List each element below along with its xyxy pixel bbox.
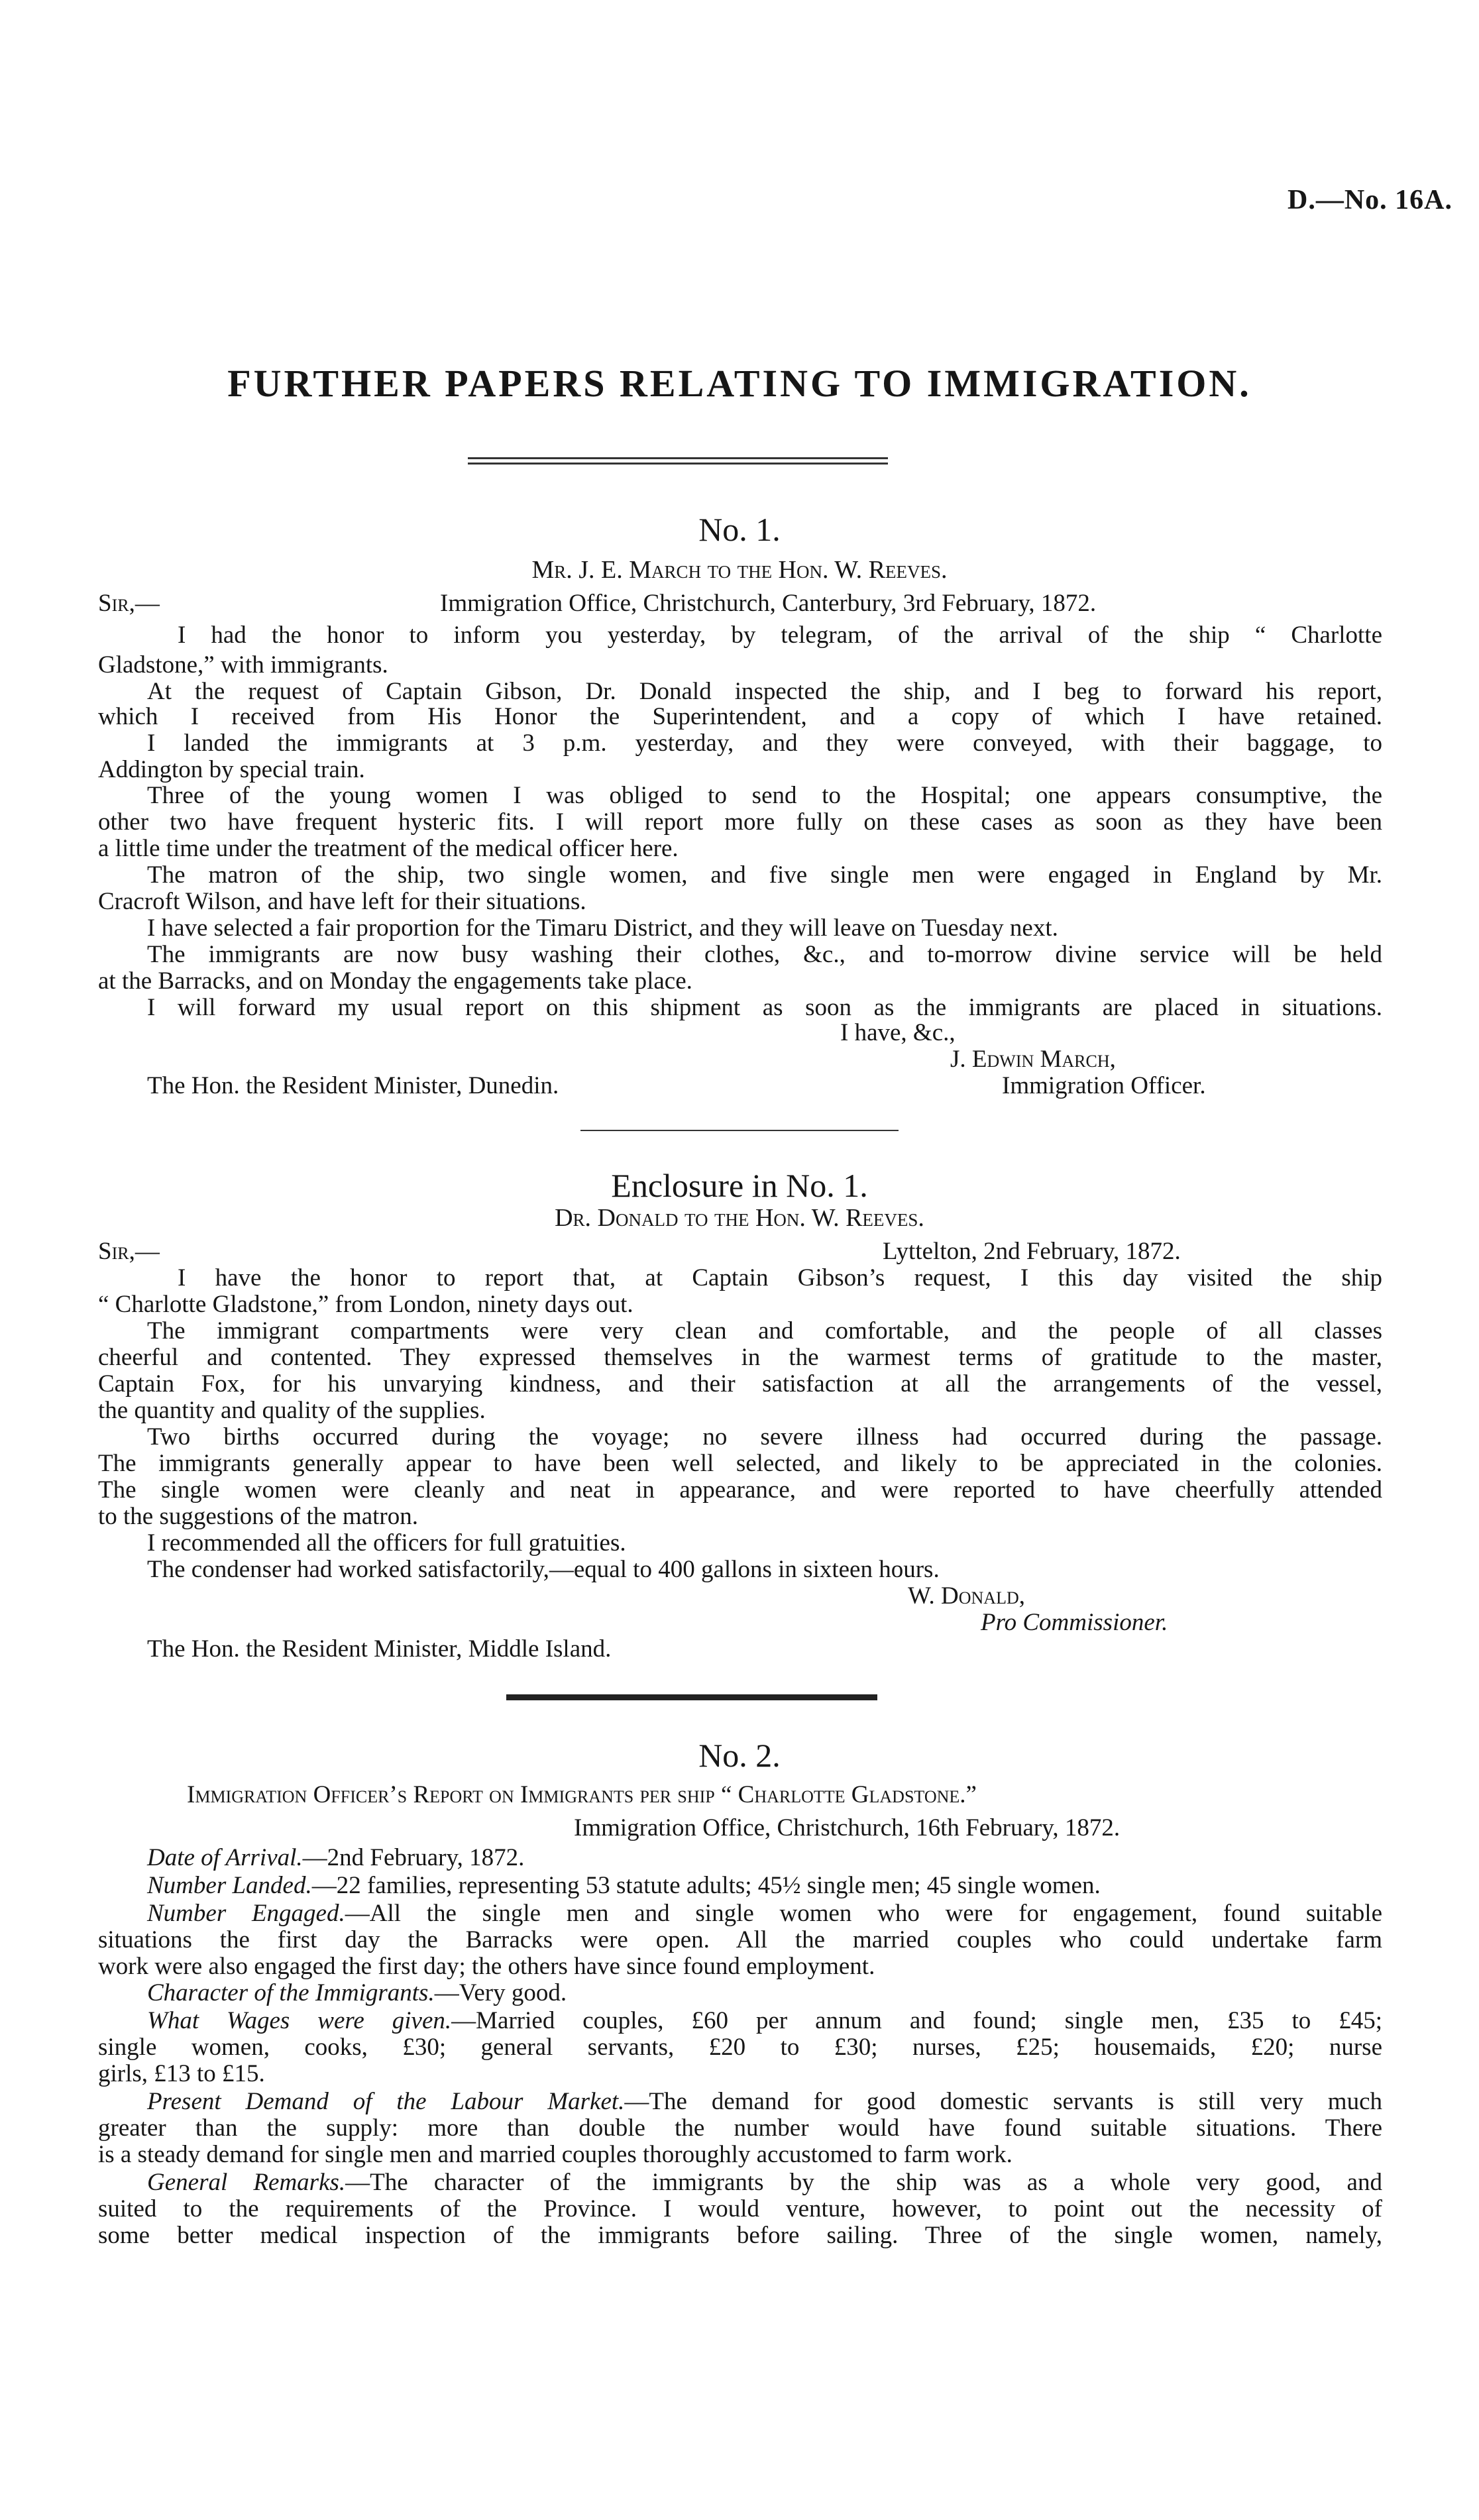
place-date: Immigration Office, Christchurch, 16th February, 1872. <box>574 1814 1121 1841</box>
body-line: situations the first day the Barracks were open. All the married couples who could undertake farm <box>98 1926 1382 1953</box>
body-line: The matron of the ship, two single women, and five single men were engaged in England by Mr. <box>147 861 1382 889</box>
letter-from-to: Dr. Donald to the Hon. W. Reeves. <box>555 1204 924 1232</box>
body-line: “ Charlotte Gladstone,” from London, ninety days out. <box>98 1291 633 1318</box>
section-divider <box>580 1130 899 1131</box>
section-heading-enclosure: Enclosure in No. 1. <box>611 1167 868 1204</box>
body-line: Cracroft Wilson, and have left for their situations. <box>98 888 586 915</box>
salutation: Sir,— <box>98 590 160 617</box>
report-item-character <box>147 1981 1382 2005</box>
body-line: is a steady demand for single men and married couples thoroughly accustomed to farm work. <box>98 2141 1013 2168</box>
body-line: Gladstone,” with immigrants. <box>98 651 388 679</box>
place-date: Lyttelton, 2nd February, 1872. <box>883 1238 1181 1265</box>
report-item-wages <box>147 2008 1382 2033</box>
report-item-landed <box>147 1873 1382 1898</box>
body-line: single women, cooks, £30; general servants, £20 to £30; nurses, £25; housemaids, £20; nurse <box>98 2034 1382 2061</box>
body-line: work were also engaged the first day; the others have since found employment. <box>98 1953 875 1980</box>
section-heading-no1: No. 1. <box>698 511 781 548</box>
title-divider-lower <box>468 463 888 465</box>
item-label: Number Landed. <box>147 1872 312 1899</box>
body-line: Three of the young women I was obliged to send to the Hospital; one appears consumptive, the <box>147 782 1382 809</box>
report-title: Immigration Officer’s Report on Immigrants per ship “ Charlotte Gladstone.” <box>187 1781 977 1808</box>
body-line: other two have frequent hysteric fits. I will report more fully on these cases as soon as they have been <box>98 808 1382 836</box>
body-line: The immigrants generally appear to have been well selected, and likely to be appreciated in the colonies. <box>98 1450 1382 1477</box>
body-line: which I received from His Honor the Superintendent, and a copy of which I have retained. <box>98 703 1382 730</box>
document-title: FURTHER PAPERS RELATING TO IMMIGRATION. <box>227 362 1252 405</box>
body-line: At the request of Captain Gibson, Dr. Donald inspected the ship, and I beg to forward his report, <box>147 678 1382 705</box>
item-label: Number Engaged. <box>147 1900 345 1927</box>
document-reference: D.—No. 16A. <box>1287 185 1452 215</box>
item-text: —The character of the immigrants by the ship was as a whole very good, and <box>345 2169 1382 2196</box>
title-divider <box>468 457 888 459</box>
item-text: —2nd February, 1872. <box>302 1844 525 1871</box>
body-line: The immigrants are now busy washing their clothes, &c., and to-morrow divine service will be held <box>147 941 1382 968</box>
body-line: I recommended all the officers for full gratuities. <box>147 1529 626 1557</box>
body-line: Two births occurred during the voyage; no severe illness had occurred during the passage. <box>147 1423 1382 1451</box>
addressee: The Hon. the Resident Minister, Middle Island. <box>147 1635 612 1663</box>
item-label: What Wages were given. <box>147 2007 452 2034</box>
body-line: The condenser had worked satisfactorily,—equal to 400 gallons in sixteen hours. <box>147 1556 940 1583</box>
body-line: Addington by special train. <box>98 756 365 783</box>
body-line: the quantity and quality of the supplies. <box>98 1397 486 1424</box>
addressee: The Hon. the Resident Minister, Dunedin. <box>147 1072 559 1099</box>
body-line: I had the honor to inform you yesterday, by telegram, of the arrival of the ship “ Charlotte <box>178 622 1382 649</box>
report-item-general <box>147 2170 1382 2195</box>
report-item-engaged <box>147 1901 1382 1926</box>
signer-title: Immigration Officer. <box>1002 1072 1206 1099</box>
item-label: Date of Arrival. <box>147 1844 303 1871</box>
body-line: I have selected a fair proportion for the Timaru District, and they will leave on Tuesday next. <box>147 914 1058 942</box>
signer-title <box>981 1610 1168 1635</box>
salutation: Sir,— <box>98 1238 160 1265</box>
body-line: I will forward my usual report on this shipment as soon as the immigrants are placed in situations. <box>147 994 1382 1021</box>
item-text: —22 families, representing 53 statute adults; 45½ single men; 45 single women. <box>311 1872 1101 1899</box>
body-line: cheerful and contented. They expressed themselves in the warmest terms of gratitude to the master, <box>98 1344 1382 1371</box>
signer-title-text: Pro Commissioner. <box>981 1609 1168 1636</box>
item-label: Present Demand of the Labour Market. <box>147 2088 625 2115</box>
body-line: at the Barracks, and on Monday the engagements take place. <box>98 967 692 995</box>
closing: I have, &c., <box>840 1019 956 1046</box>
item-text: —All the single men and single women who were for engagement, found suitable <box>345 1900 1382 1927</box>
section-divider-heavy <box>506 1694 877 1700</box>
report-item-arrival <box>147 1845 1382 1870</box>
signature: W. Donald, <box>908 1582 1025 1610</box>
letter-from-to: Mr. J. E. March to the Hon. W. Reeves. <box>531 556 948 584</box>
item-text: —Married couples, £60 per annum and found; single men, £35 to £45; <box>451 2007 1382 2034</box>
item-label: General Remarks. <box>147 2169 346 2196</box>
item-label: Character of the Immigrants. <box>147 1979 435 2006</box>
body-line: girls, £13 to £15. <box>98 2060 265 2087</box>
body-line: I landed the immigrants at 3 p.m. yesterday, and they were conveyed, with their baggage, to <box>147 730 1382 757</box>
body-line: I have the honor to report that, at Captain Gibson’s request, I this day visited the ship <box>178 1264 1382 1291</box>
body-line: The single women were cleanly and neat in appearance, and were reported to have cheerfully attended <box>98 1476 1382 1504</box>
body-line: The immigrant compartments were very clean and comfortable, and the people of all classes <box>147 1317 1382 1344</box>
item-text: —The demand for good domestic servants is still very much <box>624 2088 1382 2115</box>
body-line: Captain Fox, for his unvarying kindness, and their satisfaction at all the arrangements of the vessel, <box>98 1370 1382 1397</box>
body-line: some better medical inspection of the immigrants before sailing. Three of the single women, namely, <box>98 2222 1382 2249</box>
place-date: Immigration Office, Christchurch, Canterbury, 3rd February, 1872. <box>440 590 1097 617</box>
body-line: a little time under the treatment of the medical officer here. <box>98 835 679 862</box>
item-text: —Very good. <box>434 1979 567 2006</box>
body-line: suited to the requirements of the Province. I would venture, however, to point out the necessity of <box>98 2195 1382 2222</box>
body-line: to the suggestions of the matron. <box>98 1503 418 1530</box>
body-line: greater than the supply: more than double the number would have found suitable situations. There <box>98 2114 1382 2142</box>
section-heading-no2: No. 2. <box>698 1737 781 1774</box>
signature: J. Edwin March, <box>950 1046 1116 1073</box>
report-item-demand <box>147 2089 1382 2114</box>
